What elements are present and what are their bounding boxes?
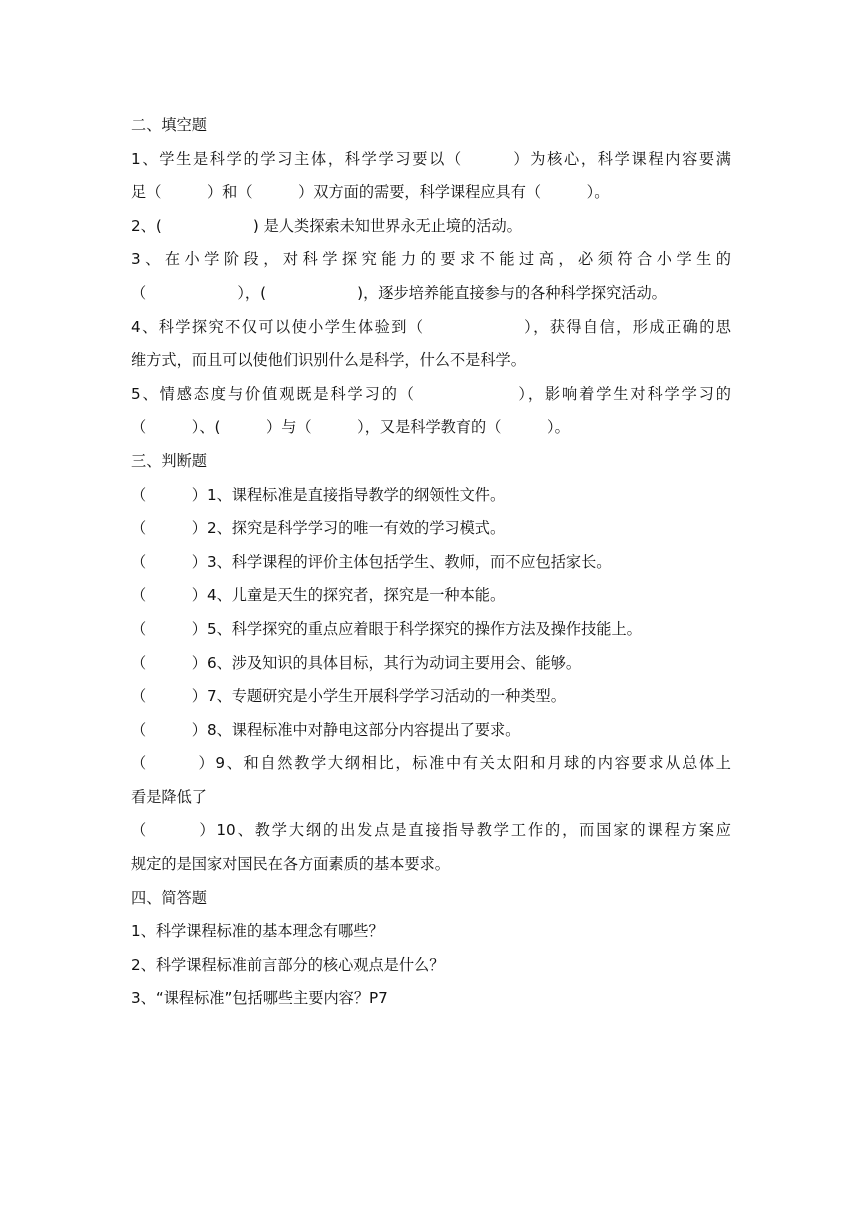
fill-question-5-line-2: （ ）、( ）与（ ），又是科学教育的（ ）。 [131,418,570,437]
section-title-short-answer: 四、简答题 [131,888,207,907]
judge-item-2: （ ）2、探究是科学学习的唯一有效的学习模式。 [131,519,506,538]
judge-item-10-line-2: 规定的是国家对国民在各方面素质的基本要求。 [131,855,450,874]
judge-item-5: （ ）5、科学探究的重点应着眼于科学探究的操作方法及操作技能上。 [131,619,642,638]
judge-item-3: （ ）3、科学课程的评价主体包括学生、教师，而不应包括家长。 [131,552,612,571]
judge-item-1: （ ）1、课程标准是直接指导教学的纲领性文件。 [131,485,506,504]
judge-item-4: （ ）4、儿童是天生的探究者，探究是一种本能。 [131,586,506,605]
fill-question-3-line-2: （ ），( )，逐步培养能直接参与的各种科学探究活动。 [131,283,667,302]
fill-question-4-line-2: 维方式，而且可以使他们识别什么是科学，什么不是科学。 [131,351,526,370]
section-title-true-false: 三、判断题 [131,451,207,470]
fill-question-3-line-1: 3、在小学阶段，对科学探究能力的要求不能过高，必须符合小学生的 [131,250,731,269]
section-title-fill-in: 二、填空题 [131,116,207,134]
short-question-2: 2、科学课程标准前言部分的核心观点是什么？ [131,955,445,974]
judge-item-9-line-1: （ ）9、和自然教学大纲相比，标准中有关太阳和月球的内容要求从总体上 [131,754,731,773]
judge-item-7: （ ）7、专题研究是小学生开展科学学习活动的一种类型。 [131,687,566,706]
fill-question-2: 2、( ) 是人类探索未知世界永无止境的活动。 [131,216,522,235]
fill-question-1-line-1: 1、学生是科学的学习主体，科学学习要以（ ）为核心，科学课程内容要满 [131,149,731,168]
judge-item-6: （ ）6、涉及知识的具体目标，其行为动词主要用会、能够。 [131,653,582,672]
fill-question-5-line-1: 5、情感态度与价值观既是科学习的（ ），影响着学生对科学学习的 [131,384,731,403]
short-question-1: 1、科学课程标准的基本理念有哪些？ [131,922,384,941]
fill-question-4-line-1: 4、科学探究不仅可以使小学生体验到（ ），获得自信，形成正确的思 [131,317,731,336]
short-question-3: 3、“课程标准”包括哪些主要内容？P7 [131,989,388,1008]
document-body [131,109,731,1016]
judge-item-10-line-1: （ ）10、教学大纲的出发点是直接指导教学工作的，而国家的课程方案应 [131,821,731,840]
fill-question-1-line-2: 足（ ）和（ ）双方面的需要，科学课程应具有（ ）。 [131,183,610,202]
judge-item-8: （ ）8、课程标准中对静电这部分内容提出了要求。 [131,720,521,739]
judge-item-9-line-2: 看是降低了 [131,787,207,806]
